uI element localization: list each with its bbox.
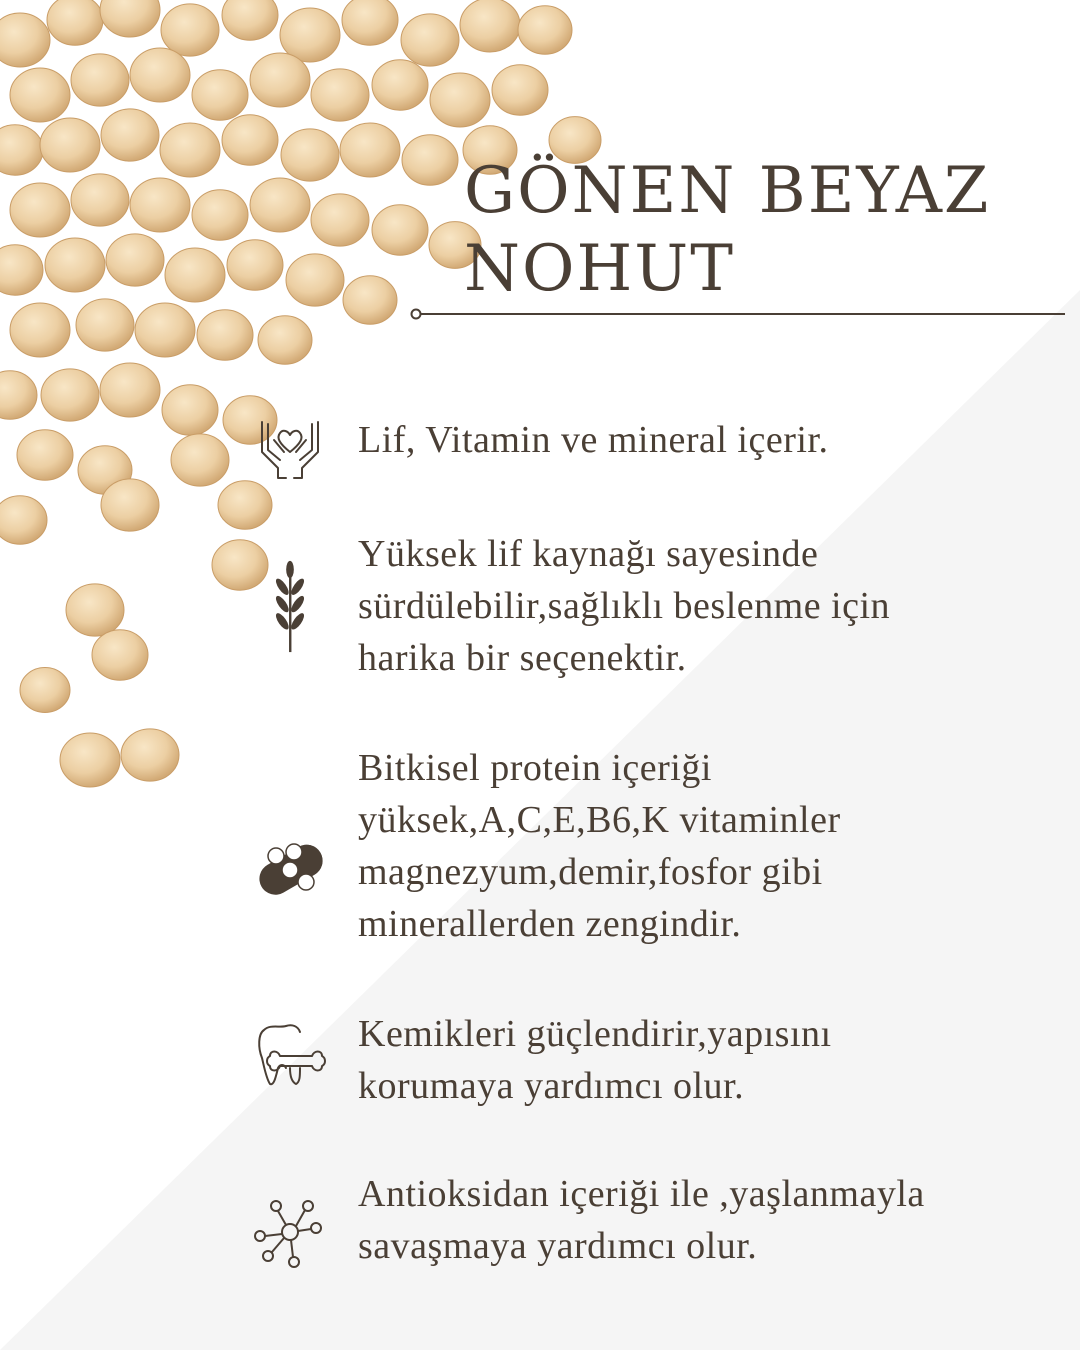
chickpea (47, 0, 103, 45)
chickpea (60, 733, 120, 787)
chickpea (402, 135, 458, 185)
chickpea (76, 299, 134, 351)
chickpea (101, 479, 159, 531)
chickpea (222, 0, 278, 40)
chickpea (45, 238, 105, 292)
chickpea (161, 4, 219, 56)
chickpea (340, 123, 400, 177)
title-line-1: GÖNEN BEYAZ (464, 154, 991, 228)
chickpea (197, 310, 253, 360)
chickpea (286, 254, 344, 306)
chickpea (121, 729, 179, 781)
chickpea (311, 194, 369, 246)
chickpeas-image (0, 0, 620, 820)
chickpea (342, 0, 398, 45)
chickpea (71, 174, 129, 226)
benefit-text: Antioksidan içeriği ile ,yaşlanmayla savaşmaya yardımcı olur. (358, 1173, 925, 1267)
chickpea (0, 125, 43, 175)
chickpea (250, 53, 310, 107)
tooth-bone-icon (250, 1016, 330, 1096)
chickpea (460, 0, 520, 52)
benefit-text: Kemikleri güçlendirir,yapısını korumaya yardımcı olur. (358, 1013, 832, 1107)
title-line-2: NOHUT (464, 232, 735, 306)
chickpea (106, 234, 164, 286)
heart-hands-icon (250, 412, 330, 492)
chickpea (372, 205, 428, 255)
chickpea (372, 60, 428, 110)
chickpea (258, 316, 312, 365)
benefit-text: Lif, Vitamin ve mineral içerir. (358, 419, 829, 461)
chickpea (311, 69, 369, 121)
chickpea (492, 65, 548, 115)
chickpea (227, 240, 283, 290)
benefit-text: Bitkisel protein içeriği yüksek,A,C,E,B6,K vitaminler magnezyum,demir,fosfor gibi minerallerden zengindir. (358, 747, 841, 945)
chickpea (10, 183, 70, 237)
chickpea (130, 178, 190, 232)
title-divider (410, 306, 1065, 322)
chickpea (162, 385, 218, 435)
chickpea (92, 630, 148, 680)
chickpea (401, 14, 459, 66)
chickpea (135, 303, 195, 357)
chickpea (17, 430, 73, 480)
chickpea (160, 123, 220, 177)
chickpea (66, 584, 124, 636)
page-title (464, 152, 990, 308)
chickpea (250, 178, 310, 232)
chickpea (100, 0, 160, 37)
chickpea (192, 190, 248, 240)
chickpea (171, 434, 229, 486)
chickpea (0, 371, 37, 420)
chickpea (10, 68, 70, 122)
vitamin-capsule-icon (250, 828, 330, 908)
chickpea (192, 70, 248, 120)
chickpea (281, 129, 339, 181)
chickpea (130, 48, 190, 102)
chickpea (165, 248, 225, 302)
chickpea (10, 303, 70, 357)
chickpea (430, 73, 490, 127)
chickpea (20, 668, 70, 713)
chickpea (343, 276, 397, 325)
chickpea (71, 54, 129, 106)
chickpea (0, 496, 47, 545)
chickpea (101, 109, 159, 161)
chickpea (40, 118, 100, 172)
molecule-icon (250, 1192, 330, 1272)
chickpea (100, 363, 160, 417)
wheat-icon (250, 558, 330, 654)
chickpea (518, 6, 572, 55)
chickpea (0, 13, 50, 67)
chickpea (41, 369, 99, 421)
chickpea (222, 115, 278, 165)
chickpea (0, 245, 43, 295)
benefit-text: Yüksek lif kaynağı sayesinde sürdülebilir,sağlıklı beslenme için harika bir seçenektir. (358, 533, 891, 679)
